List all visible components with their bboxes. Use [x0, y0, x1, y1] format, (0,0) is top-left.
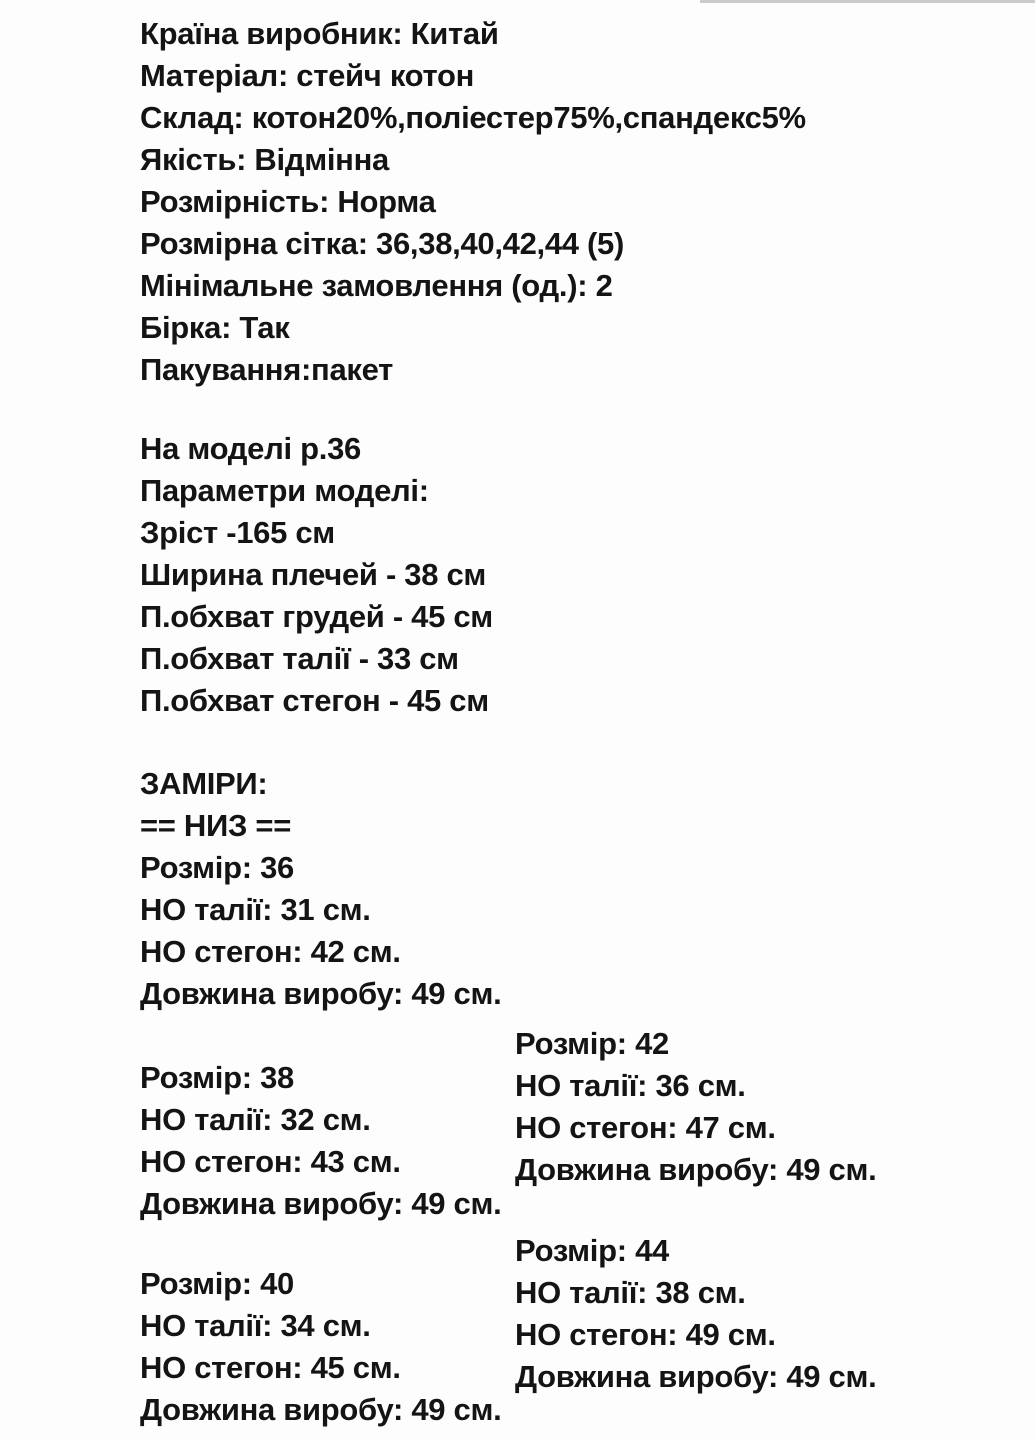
hips-measure: НО стегон: 43 см. — [140, 1144, 401, 1179]
waist-measure: НО талії: 36 см. — [515, 1068, 746, 1103]
hips-measure: НО стегон: 42 см. — [140, 934, 401, 969]
size-column-left — [140, 1015, 515, 1431]
waist-measure: НО талії: 34 см. — [140, 1308, 371, 1343]
model-height-line: Зріст -165 см — [140, 515, 335, 550]
packaging-line: Пакування:пакет — [140, 352, 394, 387]
size-label: Розмір: 44 — [515, 1233, 669, 1268]
bottom-section-title: == НИЗ == — [140, 808, 292, 843]
size-40-block — [140, 1263, 515, 1431]
length-measure: Довжина виробу: 49 см. — [140, 1392, 502, 1427]
model-params-block — [140, 428, 1035, 722]
waist-measure: НО талії: 31 см. — [140, 892, 371, 927]
size-label: Розмір: 38 — [140, 1060, 294, 1095]
length-measure: Довжина виробу: 49 см. — [140, 976, 502, 1011]
hips-measure: НО стегон: 49 см. — [515, 1317, 776, 1352]
waist-measure: НО талії: 32 см. — [140, 1102, 371, 1137]
size-38-block — [140, 1057, 515, 1225]
size-label: Розмір: 36 — [140, 850, 294, 885]
size-label: Розмір: 40 — [140, 1266, 294, 1301]
size-44-block — [515, 1230, 1035, 1398]
size-columns — [140, 1015, 1035, 1431]
material-line: Матеріал: стейч котон — [140, 58, 475, 93]
length-measure: Довжина виробу: 49 см. — [515, 1359, 877, 1394]
model-chest-line: П.обхват грудей - 45 см — [140, 599, 493, 634]
model-params-title: Параметри моделі: — [140, 473, 429, 508]
size-36-block — [140, 847, 1035, 1015]
min-order-line: Мінімальне замовлення (од.): 2 — [140, 268, 613, 303]
size-label: Розмір: 42 — [515, 1026, 669, 1061]
country-line: Країна виробник: Китай — [140, 16, 499, 51]
size-42-block — [515, 1023, 1035, 1191]
size-column-right — [515, 1015, 1035, 1431]
measurements-title: ЗАМІРИ: — [140, 766, 268, 801]
model-hips-line: П.обхват стегон - 45 см — [140, 683, 489, 718]
size-grid-line: Розмірна сітка: 36,38,40,42,44 (5) — [140, 226, 625, 261]
model-waist-line: П.обхват талії - 33 см — [140, 641, 459, 676]
quality-line: Якість: Відмінна — [140, 142, 389, 177]
length-measure: Довжина виробу: 49 см. — [140, 1186, 502, 1221]
sizing-fit-line: Розмірність: Норма — [140, 184, 436, 219]
composition-line: Склад: котон20%,поліестер75%,спандекс5% — [140, 100, 806, 135]
general-info-block — [140, 13, 1035, 391]
tag-line: Бірка: Так — [140, 310, 290, 345]
model-shoulder-line: Ширина плечей - 38 см — [140, 557, 487, 592]
measurements-block — [140, 763, 1035, 1015]
hips-measure: НО стегон: 47 см. — [515, 1110, 776, 1145]
hips-measure: НО стегон: 45 см. — [140, 1350, 401, 1385]
length-measure: Довжина виробу: 49 см. — [515, 1152, 877, 1187]
model-size-line: На моделі р.36 — [140, 431, 361, 466]
waist-measure: НО талії: 38 см. — [515, 1275, 746, 1310]
